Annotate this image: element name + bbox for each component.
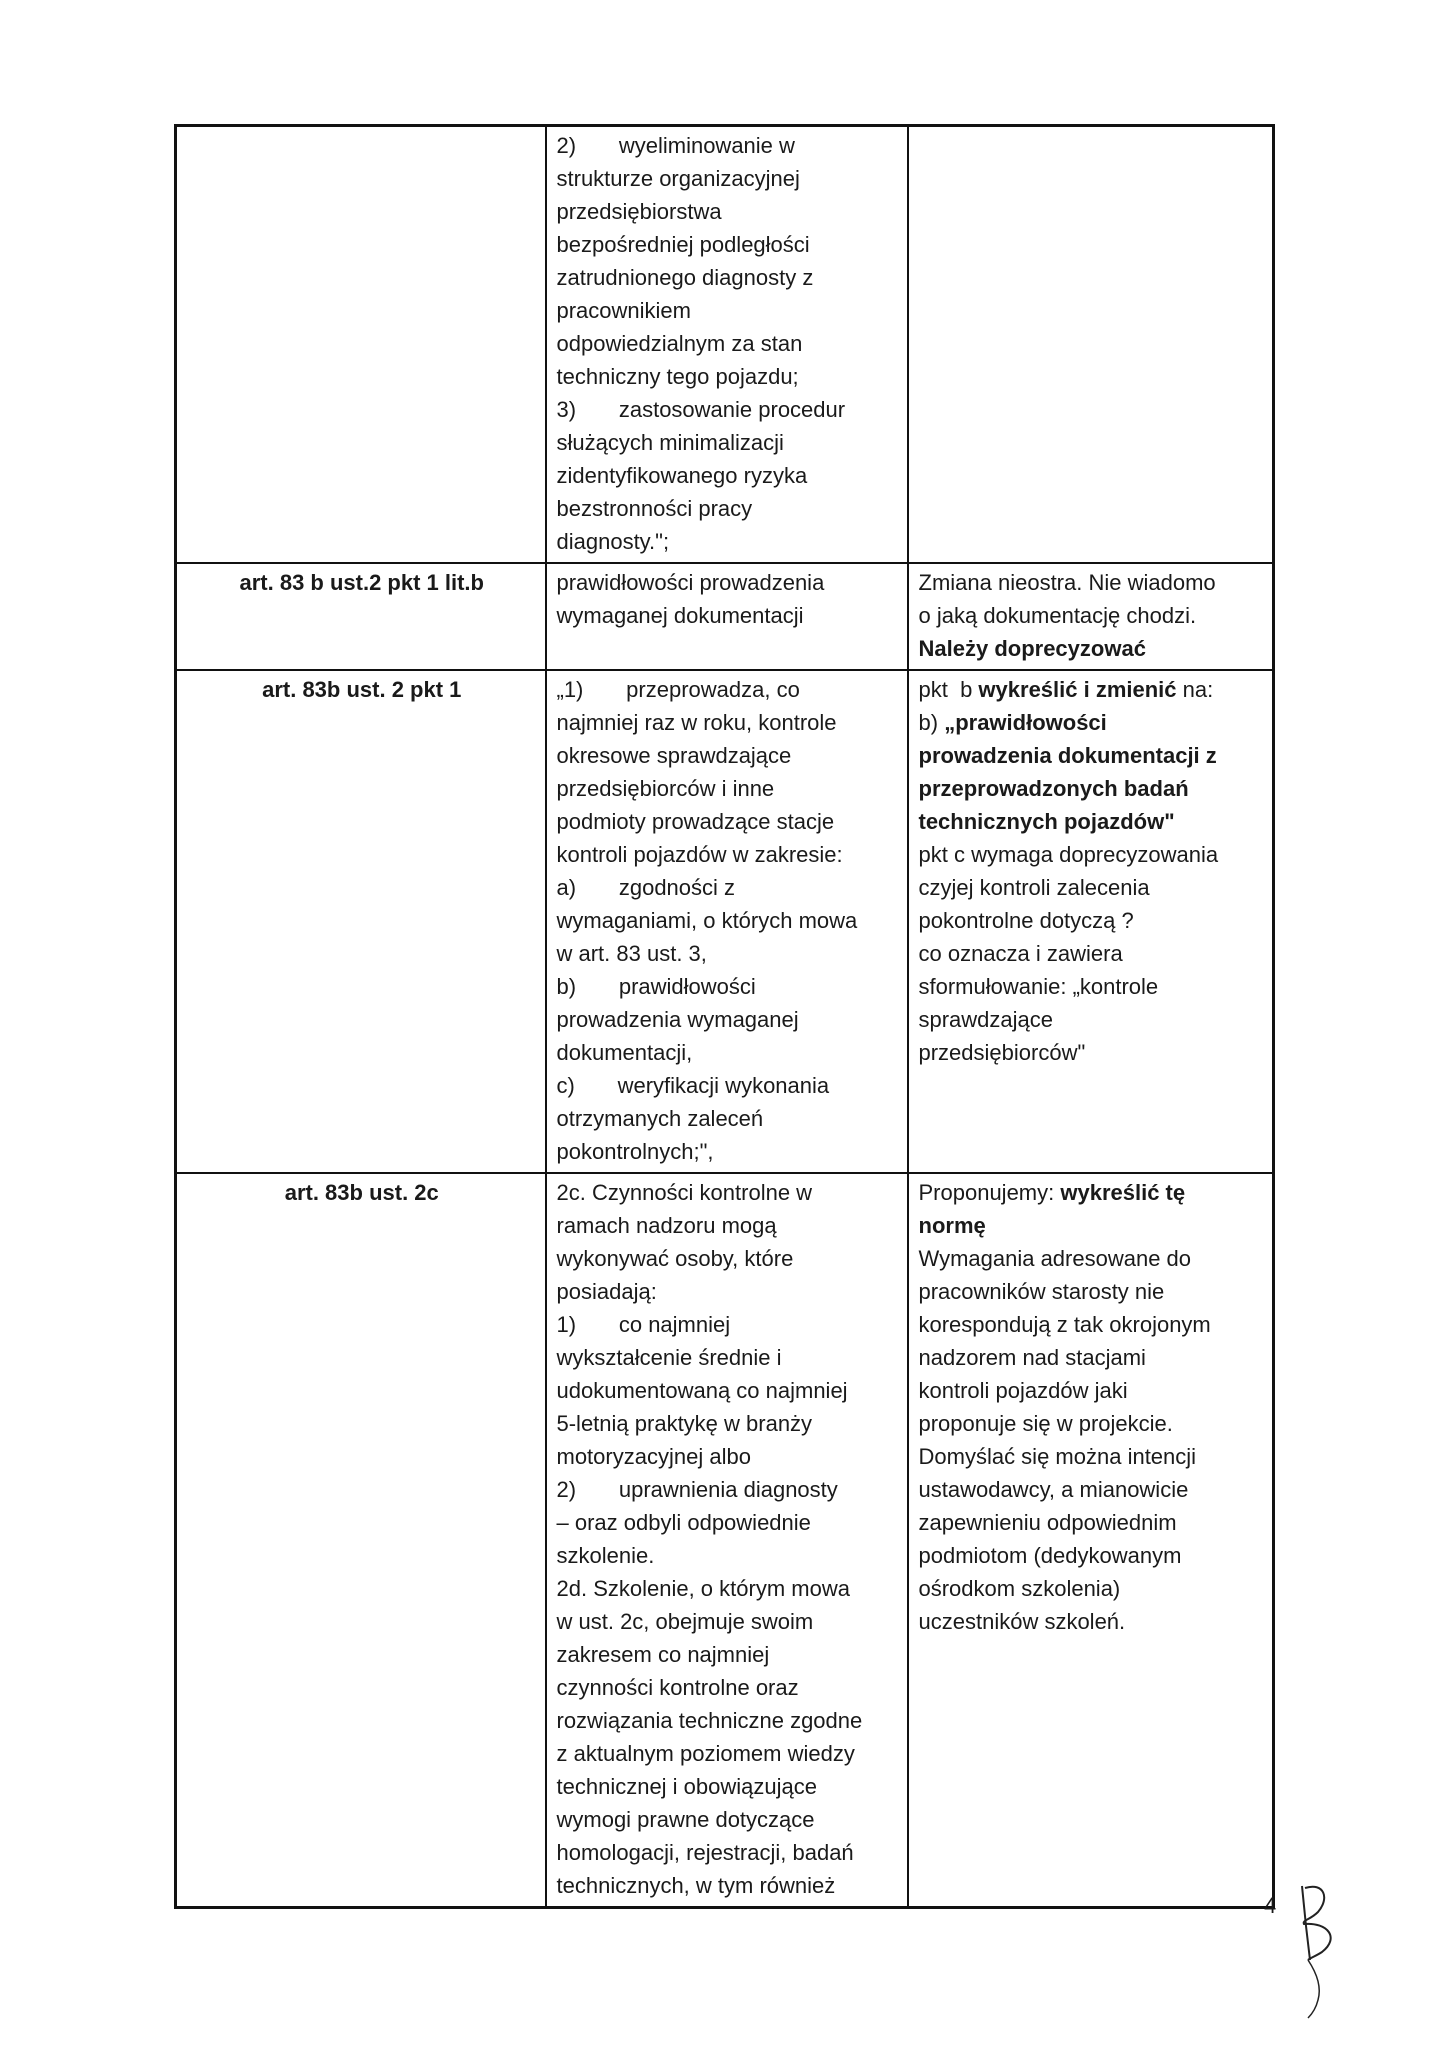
text-line: pracownikiem: [556, 298, 691, 323]
text-line: sformułowanie: „kontrole: [918, 974, 1159, 999]
text-line: „1) przeprowadza, co: [556, 677, 800, 702]
table-row: [176, 1173, 1274, 1908]
table-row: [176, 563, 1274, 670]
text-line: 1) co najmniej: [556, 1312, 731, 1337]
text-line: w art. 83 ust. 3,: [556, 941, 707, 966]
proposal-cell: [546, 126, 908, 564]
text-line: [919, 673, 1265, 706]
text-fragment-bold: wykreślić i zmienić: [978, 677, 1177, 702]
text-line: zatrudnionego diagnosty z: [556, 265, 814, 290]
text-line: wykształcenie średnie i: [556, 1345, 782, 1370]
text-line: co oznacza i zawiera: [918, 941, 1123, 966]
text-line: zidentyfikowanego ryzyka: [556, 463, 808, 488]
text-line: czyjej kontroli zalecenia: [918, 875, 1150, 900]
text-line: rozwiązania techniczne zgodne: [556, 1708, 863, 1733]
text-line: wymogi prawne dotyczące: [556, 1807, 815, 1832]
text-line: zapewnieniu odpowiednim: [918, 1510, 1177, 1535]
text-line: 2) wyeliminowanie w: [556, 133, 795, 158]
text-line: podmiotom (dedykowanym: [918, 1543, 1182, 1568]
page-number: 4: [1264, 1893, 1277, 1918]
text-line: posiadają:: [556, 1279, 657, 1304]
text-line: sprawdzające: [918, 1007, 1054, 1032]
text-line: służących minimalizacji: [556, 430, 784, 455]
text-line: 5-letnią praktykę w branży: [556, 1411, 813, 1436]
text-line: prawidłowości prowadzenia: [556, 570, 825, 595]
text-fragment-bold: „prawidłowości: [944, 710, 1107, 735]
text-line: otrzymanych zaleceń: [556, 1106, 764, 1131]
article-reference-cell: [176, 126, 546, 564]
text-line-bold: Należy doprecyzować: [918, 636, 1146, 661]
comment-cell: [908, 563, 1274, 670]
text-line: wymaganiami, o których mowa: [556, 908, 858, 933]
text-line: kontroli pojazdów w zakresie:: [556, 842, 843, 867]
text-fragment: pkt b: [918, 677, 979, 702]
text-line: nadzorem nad stacjami: [918, 1345, 1146, 1370]
text-line: ramach nadzoru mogą: [556, 1213, 777, 1238]
text-line: ustawodawcy, a mianowicie: [918, 1477, 1189, 1502]
text-line: przedsiębiorców": [918, 1040, 1086, 1065]
text-line: Domyślać się można intencji: [918, 1444, 1197, 1469]
text-fragment: Proponujemy:: [918, 1180, 1061, 1205]
text-line: udokumentowaną co najmniej: [556, 1378, 848, 1403]
text-line: wykonywać osoby, które: [556, 1246, 794, 1271]
text-line: proponuje się w projekcie.: [918, 1411, 1173, 1436]
text-line: technicznej i obowiązujące: [556, 1774, 817, 1799]
text-line: c) weryfikacji wykonania: [556, 1073, 830, 1098]
text-line: prowadzenia wymaganej: [556, 1007, 799, 1032]
text-fragment-bold: wykreślić tę: [1060, 1180, 1186, 1205]
text-line: wymaganej dokumentacji: [556, 603, 804, 628]
text-line: homologacji, rejestracji, badań: [556, 1840, 854, 1865]
text-line: korespondują z tak okrojonym: [918, 1312, 1211, 1337]
comment-cell: [908, 1173, 1274, 1908]
text-line: szkolenie.: [556, 1543, 655, 1568]
text-line-bold: przeprowadzonych badań: [918, 776, 1189, 801]
table-row: [176, 670, 1274, 1173]
text-line: motoryzacyjnej albo: [556, 1444, 751, 1469]
article-reference-cell: art. 83 b ust.2 pkt 1 lit.b: [176, 563, 546, 670]
text-line: 2) uprawnienia diagnosty: [556, 1477, 838, 1502]
text-line: dokumentacji,: [556, 1040, 693, 1065]
article-reference-cell: art. 83b ust. 2 pkt 1: [176, 670, 546, 1173]
text-line: 3) zastosowanie procedur: [556, 397, 846, 422]
text-line: technicznych, w tym również: [556, 1873, 836, 1898]
text-line: strukturze organizacyjnej: [556, 166, 800, 191]
text-line-bold: normę: [918, 1213, 986, 1238]
text-line-bold: technicznych pojazdów": [918, 809, 1175, 834]
text-line: o jaką dokumentację chodzi.: [918, 603, 1197, 628]
text-line-bold: prowadzenia dokumentacji z: [918, 743, 1217, 768]
text-line: pokontrolne dotyczą ?: [918, 908, 1134, 933]
comments-table: [174, 124, 1275, 1909]
text-line: b) prawidłowości: [556, 974, 756, 999]
text-line: odpowiedzialnym za stan: [556, 331, 803, 356]
text-fragment: na:: [1176, 677, 1214, 702]
proposal-cell: [546, 1173, 908, 1908]
text-line: Wymagania adresowane do: [918, 1246, 1192, 1271]
proposal-cell: [546, 670, 908, 1173]
text-line: pracowników starosty nie: [918, 1279, 1165, 1304]
text-line: – oraz odbyli odpowiednie: [556, 1510, 811, 1535]
text-line: ośrodkom szkolenia): [918, 1576, 1121, 1601]
text-line: kontroli pojazdów jaki: [918, 1378, 1128, 1403]
text-line: okresowe sprawdzające: [556, 743, 792, 768]
proposal-cell: [546, 563, 908, 670]
text-line: [919, 706, 1265, 739]
text-line: najmniej raz w roku, kontrole: [556, 710, 837, 735]
text-line: Zmiana nieostra. Nie wiadomo: [918, 570, 1216, 595]
text-line: bezpośredniej podległości: [556, 232, 810, 257]
text-line: [919, 1176, 1265, 1209]
table-row: [176, 126, 1274, 564]
text-line: 2d. Szkolenie, o którym mowa: [556, 1576, 850, 1601]
comment-cell: [908, 670, 1274, 1173]
article-reference-cell: art. 83b ust. 2c: [176, 1173, 546, 1908]
text-line: diagnosty.";: [556, 529, 670, 554]
text-line: 2c. Czynności kontrolne w: [556, 1180, 813, 1205]
text-line: pkt c wymaga doprecyzowania: [918, 842, 1219, 867]
text-line: pokontrolnych;",: [556, 1139, 714, 1164]
text-line: bezstronności pracy: [556, 496, 753, 521]
text-line: w ust. 2c, obejmuje swoim: [556, 1609, 814, 1634]
text-line: czynności kontrolne oraz: [556, 1675, 799, 1700]
handwritten-initials: [1288, 1868, 1348, 2028]
comment-cell: [908, 126, 1274, 564]
text-line: przedsiębiorców i inne: [556, 776, 775, 801]
text-line: przedsiębiorstwa: [556, 199, 722, 224]
text-line: uczestników szkoleń.: [918, 1609, 1126, 1634]
text-line: a) zgodności z: [556, 875, 736, 900]
text-line: podmioty prowadzące stacje: [556, 809, 835, 834]
text-line: zakresem co najmniej: [556, 1642, 770, 1667]
text-line: z aktualnym poziomem wiedzy: [556, 1741, 855, 1766]
text-line: techniczny tego pojazdu;: [556, 364, 799, 389]
text-fragment: b): [918, 710, 945, 735]
